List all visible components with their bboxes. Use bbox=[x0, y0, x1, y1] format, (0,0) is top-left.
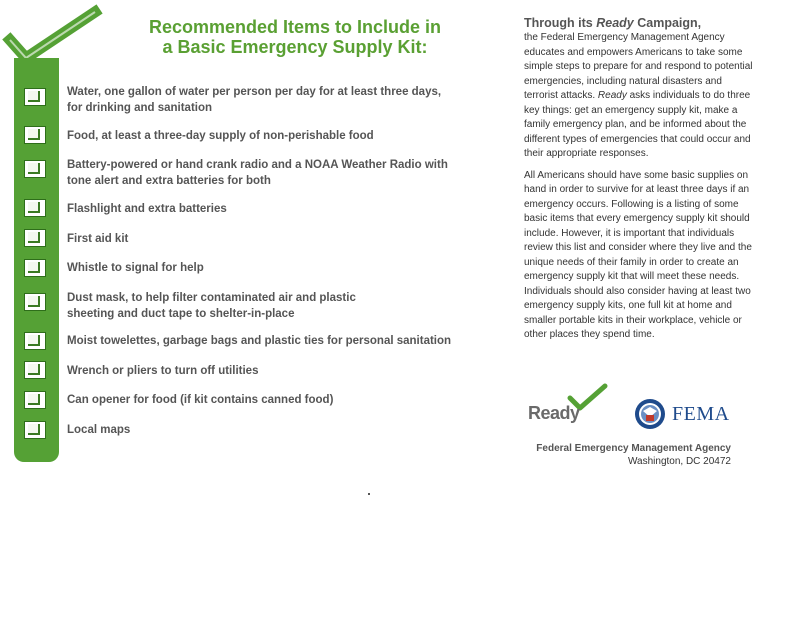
checkbox-radio[interactable] bbox=[24, 160, 46, 178]
item-line: sheeting and duct tape to shelter-in-place bbox=[67, 308, 295, 320]
ready-logo-text: Ready bbox=[528, 403, 580, 423]
checklist-item-first-aid bbox=[67, 231, 487, 247]
heading-suffix: Campaign, bbox=[633, 16, 702, 30]
item-line: Food, at least a three-day supply of non-perishable food bbox=[67, 130, 374, 142]
paragraph-text: the Federal Emergency Management Agency educates and empowers Americans to take some simple steps to prepare for and respond to potential emergencies, including natural disasters and terrorist attacks. bbox=[524, 32, 753, 101]
checklist-item-can-opener bbox=[67, 392, 487, 408]
item-line: tone alert and extra batteries for both bbox=[67, 175, 271, 187]
checkbox-water[interactable] bbox=[24, 88, 46, 106]
info-paragraph-1 bbox=[524, 31, 754, 162]
checkbox-wrench[interactable] bbox=[24, 361, 46, 379]
paragraph-text: asks individuals to do three key things: get an emergency supply kit, make a family emergency plan, and be informed about the different types of emergencies that could occur and their appropriate responses. bbox=[524, 90, 751, 159]
checklist-panel bbox=[0, 0, 510, 480]
info-panel bbox=[524, 15, 754, 343]
item-line: Dust mask, to help filter contaminated air and plastic bbox=[67, 292, 356, 304]
info-paragraph-2: All Americans should have some basic supplies on hand in order to survive for at least three days if an emergency occurs. Following is a listing of some basic items that every emergency supply kit should include. However, it is important that individuals review this list and consider where they live and the unique needs of their family in order to create an emergency supply kit that will meet these needs. Individuals should also consider having at least two emergency supply kits, one full kit at home and smaller portable kits in their workplace, vehicle or other places they spend time. bbox=[524, 169, 752, 340]
checkbox-flashlight[interactable] bbox=[24, 199, 46, 217]
checklist-item-local-maps bbox=[67, 422, 487, 438]
fema-logo-text: FEMA bbox=[672, 403, 730, 425]
checklist-item-wrench bbox=[67, 363, 487, 379]
dhs-seal-icon bbox=[634, 398, 666, 430]
item-line: Battery-powered or hand crank radio and a NOAA Weather Radio with bbox=[67, 159, 448, 171]
checklist-item-food bbox=[67, 128, 487, 144]
item-line: Can opener for food (if kit contains canned food) bbox=[67, 394, 334, 406]
item-line: Local maps bbox=[67, 424, 131, 436]
item-line: for drinking and sanitation bbox=[67, 102, 213, 114]
agency-name: Federal Emergency Management Agency bbox=[536, 443, 731, 454]
item-line: Flashlight and extra batteries bbox=[67, 203, 227, 215]
info-heading bbox=[524, 15, 754, 31]
checkbox-dust-mask[interactable] bbox=[24, 293, 46, 311]
item-line: Whistle to signal for help bbox=[67, 262, 204, 274]
checklist-title-line1: Recommended Items to Include in bbox=[148, 17, 442, 37]
agency-address: Washington, DC 20472 bbox=[627, 456, 731, 467]
heading-ready: Ready bbox=[596, 16, 634, 30]
item-line: Moist towelettes, garbage bags and plastic ties for personal sanitation bbox=[67, 335, 452, 347]
checklist-item-whistle bbox=[67, 260, 487, 276]
paragraph-ready: Ready bbox=[597, 90, 627, 101]
checkbox-whistle[interactable] bbox=[24, 259, 46, 277]
heading-prefix: Through its bbox=[524, 16, 597, 30]
item-line: First aid kit bbox=[67, 233, 129, 245]
checklist-item-radio bbox=[67, 157, 487, 189]
checklist-item-dust-mask bbox=[67, 290, 487, 322]
checkbox-food[interactable] bbox=[24, 126, 46, 144]
checkbox-first-aid[interactable] bbox=[24, 229, 46, 247]
checklist-title-line2: a Basic Emergency Supply Kit: bbox=[162, 37, 428, 57]
ready-logo bbox=[528, 383, 618, 433]
checklist-title bbox=[100, 17, 490, 57]
print-speck bbox=[368, 493, 370, 495]
checklist-item-flashlight bbox=[67, 201, 487, 217]
item-line: Water, one gallon of water per person per day for at least three days, bbox=[67, 86, 442, 98]
checklist-item-towelettes bbox=[67, 333, 487, 349]
item-line: Wrench or pliers to turn off utilities bbox=[67, 365, 259, 377]
checkbox-can-opener[interactable] bbox=[24, 391, 46, 409]
checkbox-towelettes[interactable] bbox=[24, 332, 46, 350]
checklist-item-water bbox=[67, 84, 487, 116]
checkbox-local-maps[interactable] bbox=[24, 421, 46, 439]
